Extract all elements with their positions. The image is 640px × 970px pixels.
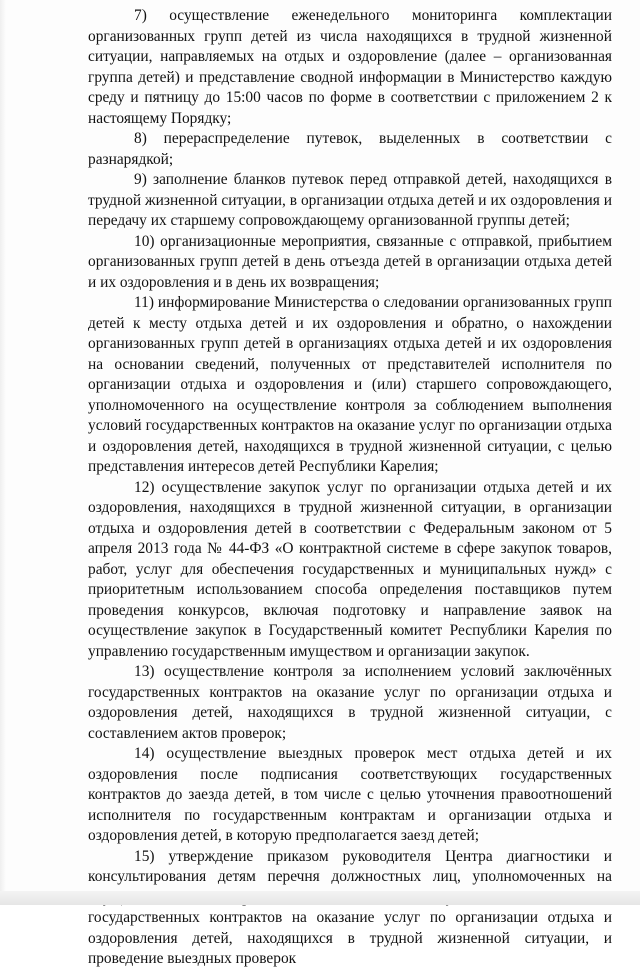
list-item-13: 13) осуществление контроля за исполнением условий заключённых государственных контрактов на оказание услуг по организации отдыха и оздоровления детей, находящихся в трудной жизненной ситуации, с составлением актов проверок;: [88, 663, 612, 742]
list-item-11: 11) информирование Министерства о следовании организованных групп детей к месту отдыха детей и их оздоровления и обратно, о нахождении организованных групп детей в организациях отдыха детей и их оздоровления на основании сведений, полученных от представителей исполнителя по организации отдыха и оздоровления и (или) старшего сопровождающего, уполномоченного на осуществление контроля за соблюдением выполнения условий государственных контрактов на оказание услуг по организации отдыха и оздоровления детей, находящихся в трудной жизненной ситуации, с целью представления интересов детей Республики Карелия;: [88, 294, 612, 475]
list-item-12: 12) осуществление закупок услуг по организации отдыха детей и их оздоровления, находящихся в трудной жизненной ситуации, в организации отдыха и оздоровления детей в соответствии с Федеральным законом от 5 апреля 2013 года № 44-ФЗ «О контрактной системе в сфере закупок товаров, работ, услуг для обеспечения государственных и муниципальных нужд» с приоритетным использованием способа определения поставщиков путем проведения конкурсов, включая подготовку и направление заявок на осуществление закупок в Государственный комитет Республики Карелия по управлению государственным имуществом и организации закупок.: [88, 478, 612, 660]
list-item-15: 15) утверждение приказом руководителя Центра диагностики и консультирования детям перечня должностных лиц, уполномоченных на государственных контрактов на оказание услуг по организации отдыха и оздоровления детей, находящихся в трудной жизненной ситуации, и проведение выездных проверок: [88, 847, 612, 967]
list-item-14: 14) осуществление выездных проверок мест отдыха детей и их оздоровления после подписания соответствующих государственных контрактов до заезда детей, в том числе с целью уточнения правоотношений исполнителя по государственным контрактам и организации отдыха и оздоровления детей, в которую предполагается заезд детей;: [88, 745, 612, 844]
document-body: [88, 6, 612, 970]
list-item-8: 8) перераспределение путевок, выделенных в соответствии с разнарядкой;: [88, 130, 612, 168]
list-item-9: 9) заполнение бланков путевок перед отправкой детей, находящихся в трудной жизненной ситуации, в организации отдыха детей и их оздоровления и передачу их старшему сопровождающему организованной группы детей;: [88, 171, 612, 229]
list-item-7: 7) осуществление еженедельного мониторинга комплектации организованных групп детей из числа находящихся в трудной жизненной ситуации, направляемых на отдых и оздоровление (далее – организованная группа детей) и представление сводной информации в Министерство каждую среду и пятницу до 15:00 часов по форме в соответствии с приложением 2 к настоящему Порядку;: [88, 7, 612, 127]
list-item-10: 10) организационные мероприятия, связанные с отправкой, прибытием организованных групп детей в день отъезда детей в организации отдыха детей и их оздоровления и в день их возвращения;: [88, 232, 612, 291]
scan-bottom-edge: [0, 891, 640, 905]
scan-edge-shadow: [0, 0, 6, 905]
